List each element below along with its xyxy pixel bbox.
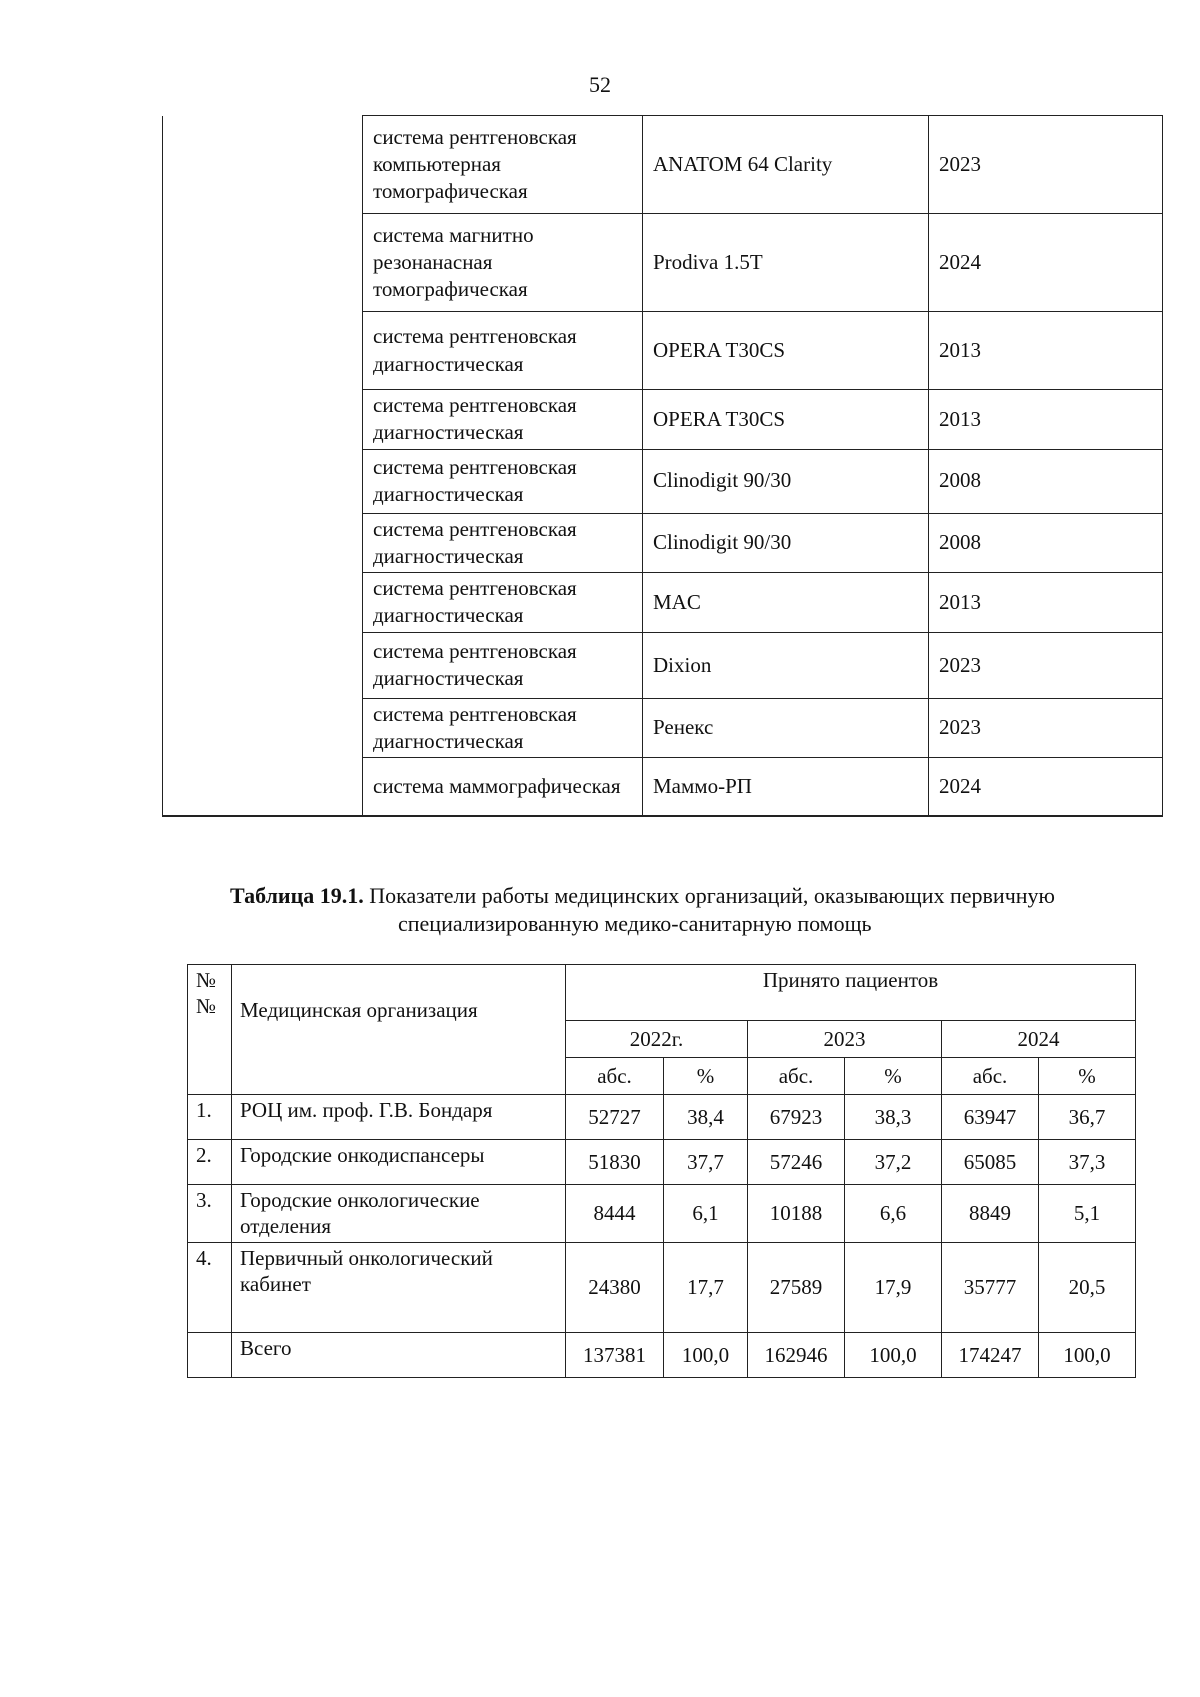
- cell-pct-2022: 17,7: [664, 1243, 748, 1333]
- cell-abs-2023: 27589: [748, 1243, 845, 1333]
- equipment-row: [163, 390, 1163, 450]
- indicators-table: [187, 964, 1136, 1378]
- table-row: [188, 1095, 1136, 1140]
- row-org: РОЦ им. проф. Г.В. Бондаря: [232, 1095, 566, 1140]
- row-num: [188, 1333, 232, 1378]
- cell-abs-2022: 137381: [566, 1333, 664, 1378]
- equipment-name: система рентгеновская диагностическая: [363, 390, 643, 450]
- equipment-model: OPERA T30CS: [643, 312, 929, 390]
- header-org: Медицинская организация: [232, 965, 566, 1095]
- equipment-year: 2023: [929, 116, 1163, 214]
- equipment-model: OPERA T30CS: [643, 390, 929, 450]
- cell-abs-2022: 24380: [566, 1243, 664, 1333]
- equipment-row: [163, 573, 1163, 633]
- caption-text-line1: Показатели работы медицинских организаций, оказывающих первичную: [369, 883, 1055, 908]
- equipment-empty-cell: [163, 632, 363, 698]
- cell-pct-2022: 6,1: [664, 1185, 748, 1243]
- equipment-model: Clinodigit 90/30: [643, 513, 929, 573]
- cell-abs-2022: 51830: [566, 1140, 664, 1185]
- equipment-empty-cell: [163, 513, 363, 573]
- row-org: Всего: [232, 1333, 566, 1378]
- cell-abs-2022: 8444: [566, 1185, 664, 1243]
- cell-abs-2024: 35777: [942, 1243, 1039, 1333]
- equipment-row: [163, 312, 1163, 390]
- equipment-name: система рентгеновская диагностическая: [363, 632, 643, 698]
- equipment-name: система рентгеновская диагностическая: [363, 312, 643, 390]
- equipment-name: система рентгеновская диагностическая: [363, 698, 643, 758]
- equipment-row: [163, 214, 1163, 312]
- equipment-name: система рентгеновская диагностическая: [363, 449, 643, 513]
- equipment-row: [163, 116, 1163, 214]
- equipment-row: [163, 632, 1163, 698]
- equipment-model: Dixion: [643, 632, 929, 698]
- equipment-empty-cell: [163, 573, 363, 633]
- cell-abs-2024: 174247: [942, 1333, 1039, 1378]
- equipment-empty-cell: [163, 390, 363, 450]
- row-num: 2.: [188, 1140, 232, 1185]
- cell-pct-2024: 5,1: [1039, 1185, 1136, 1243]
- equipment-year: 2013: [929, 312, 1163, 390]
- cell-abs-2022: 52727: [566, 1095, 664, 1140]
- equipment-row: [163, 449, 1163, 513]
- equipment-name: система рентгеновская компьютерная томографическая: [363, 116, 643, 214]
- table-row: [188, 1185, 1136, 1243]
- equipment-model: Clinodigit 90/30: [643, 449, 929, 513]
- cell-abs-2024: 8849: [942, 1185, 1039, 1243]
- cell-pct-2023: 100,0: [845, 1333, 942, 1378]
- row-org: Первичный онкологический кабинет: [232, 1243, 566, 1333]
- row-num: 4.: [188, 1243, 232, 1333]
- equipment-year: 2023: [929, 698, 1163, 758]
- equipment-model: Маммо-РП: [643, 758, 929, 816]
- equipment-year: 2024: [929, 758, 1163, 816]
- cell-pct-2024: 37,3: [1039, 1140, 1136, 1185]
- header-year-2022: 2022г.: [566, 1021, 748, 1058]
- equipment-model: ANATOM 64 Clarity: [643, 116, 929, 214]
- header-abs: абс.: [748, 1058, 845, 1095]
- row-num: 1.: [188, 1095, 232, 1140]
- header-abs: абс.: [566, 1058, 664, 1095]
- cell-pct-2022: 37,7: [664, 1140, 748, 1185]
- equipment-empty-cell: [163, 312, 363, 390]
- header-pct: %: [664, 1058, 748, 1095]
- table-row: [188, 1243, 1136, 1333]
- total-row: [188, 1333, 1136, 1378]
- header-abs: абс.: [942, 1058, 1039, 1095]
- equipment-year: 2013: [929, 390, 1163, 450]
- cell-abs-2024: 65085: [942, 1140, 1039, 1185]
- caption-text-line2: специализированную медико-санитарную помощь: [398, 910, 872, 936]
- header-year-2024: 2024: [942, 1021, 1136, 1058]
- row-org: Городские онкодиспансеры: [232, 1140, 566, 1185]
- cell-pct-2022: 100,0: [664, 1333, 748, 1378]
- equipment-name: система маммографическая: [363, 758, 643, 816]
- cell-pct-2023: 37,2: [845, 1140, 942, 1185]
- cell-pct-2023: 38,3: [845, 1095, 942, 1140]
- cell-abs-2024: 63947: [942, 1095, 1039, 1140]
- equipment-year: 2008: [929, 513, 1163, 573]
- equipment-table: [162, 115, 1163, 817]
- equipment-year: 2023: [929, 632, 1163, 698]
- cell-abs-2023: 57246: [748, 1140, 845, 1185]
- header-num: № №: [188, 965, 232, 1095]
- cell-pct-2024: 36,7: [1039, 1095, 1136, 1140]
- table-row: [188, 1140, 1136, 1185]
- cell-pct-2022: 38,4: [664, 1095, 748, 1140]
- cell-abs-2023: 67923: [748, 1095, 845, 1140]
- header-year-2023: 2023: [748, 1021, 942, 1058]
- equipment-row: [163, 698, 1163, 758]
- cell-pct-2024: 100,0: [1039, 1333, 1136, 1378]
- cell-pct-2024: 20,5: [1039, 1243, 1136, 1333]
- row-num: 3.: [188, 1185, 232, 1243]
- equipment-empty-cell: [163, 758, 363, 816]
- equipment-row: [163, 513, 1163, 573]
- equipment-empty-cell: [163, 214, 363, 312]
- equipment-row: [163, 758, 1163, 816]
- caption-label: Таблица 19.1.: [230, 883, 364, 908]
- page-number: 52: [589, 72, 611, 97]
- equipment-empty-cell: [163, 449, 363, 513]
- header-pct: %: [845, 1058, 942, 1095]
- cell-pct-2023: 6,6: [845, 1185, 942, 1243]
- equipment-year: 2008: [929, 449, 1163, 513]
- equipment-year: 2013: [929, 573, 1163, 633]
- header-pct: %: [1039, 1058, 1136, 1095]
- equipment-model: Prodiva 1.5T: [643, 214, 929, 312]
- cell-abs-2023: 162946: [748, 1333, 845, 1378]
- equipment-name: система рентгеновская диагностическая: [363, 573, 643, 633]
- header-group: Принято пациентов: [566, 965, 1136, 1021]
- equipment-name: система рентгеновская диагностическая: [363, 513, 643, 573]
- cell-pct-2023: 17,9: [845, 1243, 942, 1333]
- equipment-model: Ренекс: [643, 698, 929, 758]
- equipment-name: система магнитно резонанасная томографическая: [363, 214, 643, 312]
- row-org: Городские онкологические отделения: [232, 1185, 566, 1243]
- table-caption: [230, 882, 1150, 937]
- equipment-model: MAC: [643, 573, 929, 633]
- cell-abs-2023: 10188: [748, 1185, 845, 1243]
- equipment-year: 2024: [929, 214, 1163, 312]
- equipment-empty-cell: [163, 698, 363, 758]
- equipment-empty-cell: [163, 116, 363, 214]
